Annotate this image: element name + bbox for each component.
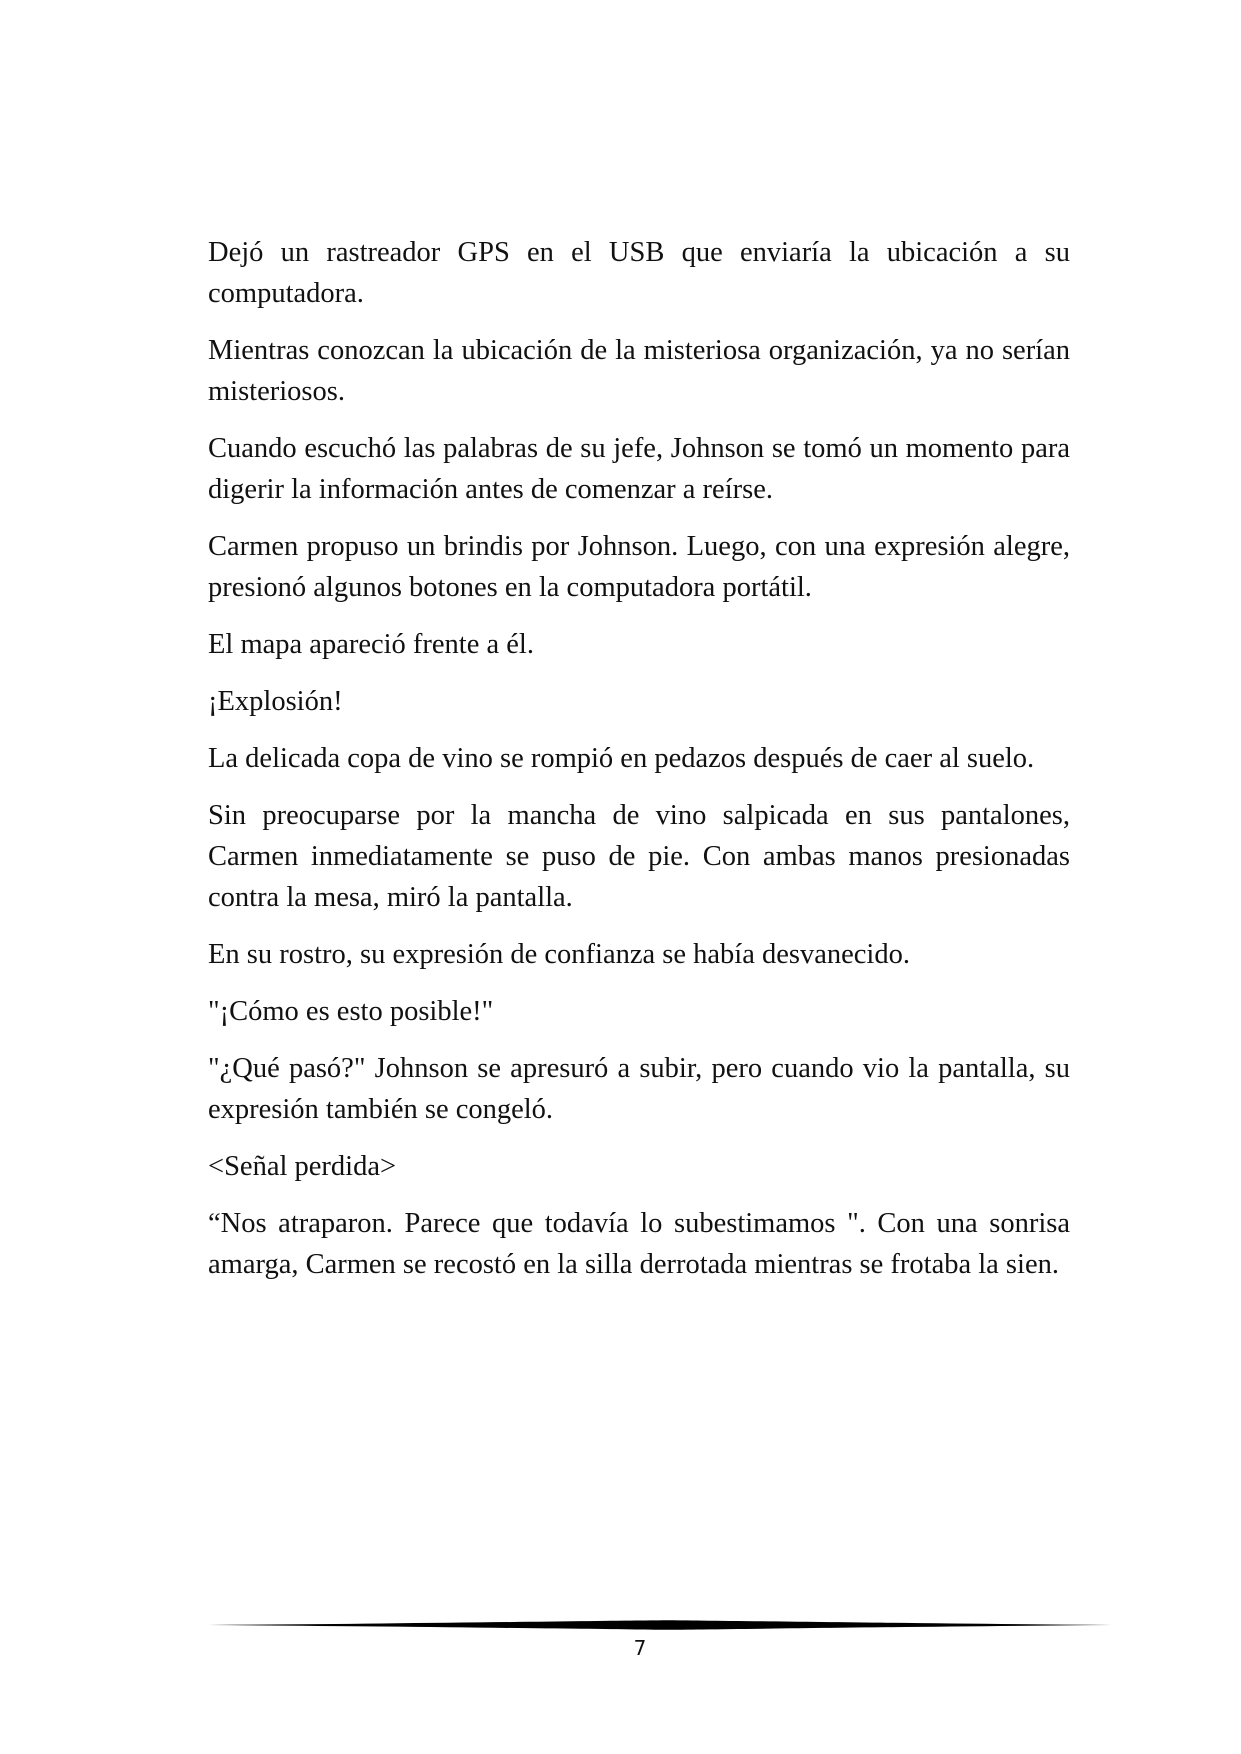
body-text <box>208 232 1070 1301</box>
paragraph: En su rostro, su expresión de confianza se había desvanecido. <box>208 939 910 970</box>
paragraph: <Señal perdida> <box>208 1151 397 1182</box>
paragraph: Cuando escuchó las palabras de su jefe, Johnson se tomó un momento para digerir la información antes de comenzar a reírse. <box>208 433 1070 505</box>
paragraph: La delicada copa de vino se rompió en pedazos después de caer al suelo. <box>208 743 1035 774</box>
paragraph: Carmen propuso un brindis por Johnson. Luego, con una expresión alegre, presionó algunos botones en la computadora portátil. <box>208 531 1070 603</box>
paragraph: Dejó un rastreador GPS en el USB que enviaría la ubicación a su computadora. <box>208 237 1070 309</box>
paragraph: "¿Qué pasó?" Johnson se apresuró a subir, pero cuando vio la pantalla, su expresión también se congeló. <box>208 1053 1070 1125</box>
footer-rule <box>208 1617 1112 1633</box>
paragraph: “Nos atraparon. Parece que todavía lo subestimamos ". Con una sonrisa amarga, Carmen se recostó en la silla derrotada mientras se frotaba la sien. <box>208 1208 1070 1280</box>
paragraph: ¡Explosión! <box>208 686 343 717</box>
page-number: 7 <box>633 1636 647 1660</box>
paragraph: El mapa apareció frente a él. <box>208 629 534 660</box>
paragraph: Sin preocuparse por la mancha de vino salpicada en sus pantalones, Carmen inmediatamente se puso de pie. Con ambas manos presionadas contra la mesa, miró la pantalla. <box>208 800 1070 913</box>
paragraph: Mientras conozcan la ubicación de la misteriosa organización, ya no serían misteriosos. <box>208 335 1070 407</box>
paragraph: "¡Cómo es esto posible!" <box>208 996 494 1027</box>
